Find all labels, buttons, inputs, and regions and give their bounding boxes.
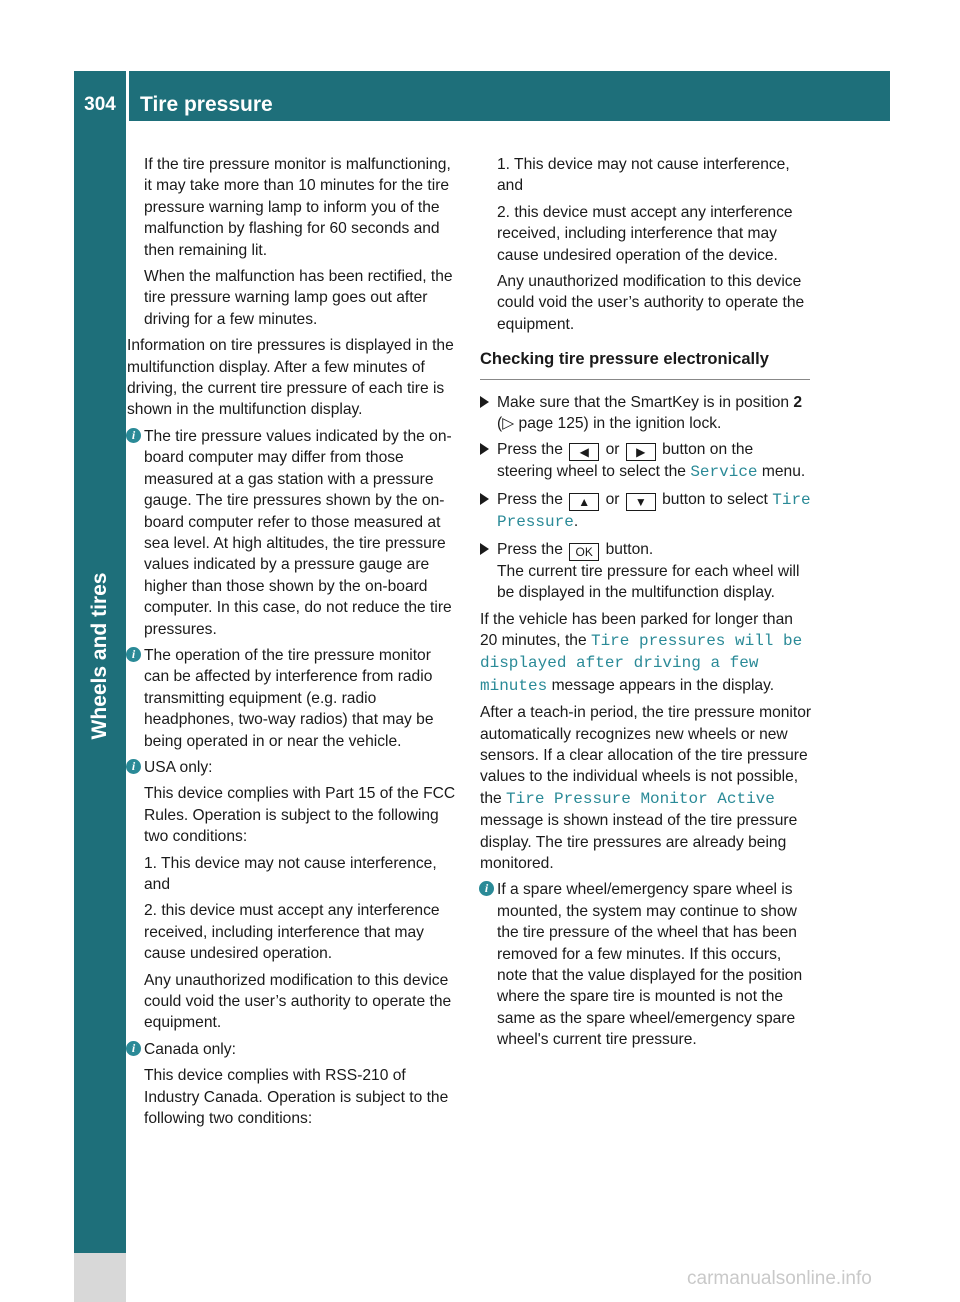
page-title: Tire pressure: [140, 93, 273, 116]
display-text: Tire pressures will be displayed after driving a few minutes: [480, 631, 803, 695]
info-text: If a spare wheel/emergency spare wheel is mounted, the system may continue to show the tire pressure of the wheel that has been removed for a few minutes. If this occurs, note that the value displayed for the position where the spare tire is mounted is not the same as the spare wheel/emergency spare wheel's current tire pressure.: [497, 881, 803, 1049]
step-text: Make sure that the SmartKey is in position: [497, 393, 794, 411]
display-text: Service: [690, 463, 758, 482]
left-column: [127, 154, 459, 1134]
info-icon: i: [126, 428, 141, 443]
step-text: menu.: [761, 463, 806, 481]
paragraph-text: If the vehicle has been parked for longer than 20 minutes, the: [480, 610, 793, 649]
step-arrow-icon: [480, 443, 489, 455]
info-text: The tire pressure values indicated by the on-board computer may differ from those measured at a gas station with a pressure gauge. The tire pressures shown by the on-board computer refer to those measured at sea level. At high altitudes, the tire pressure values indicated by a pressure gauge are higher than those shown by the on-board computer. In this case, do not reduce the tire pressures.: [144, 427, 452, 638]
section-label: Wheels and tires: [88, 572, 111, 740]
step-text: Press the: [497, 540, 563, 558]
paragraph: If the tire pressure monitor is malfunctioning, it may take more than 10 minutes for the tire pressure warning lamp to inform you of the malfunction by flashing for 60 seconds and then remaining lit.: [144, 156, 451, 259]
step-text: Press the: [497, 441, 563, 459]
down-arrow-key-icon: ▼: [626, 493, 656, 511]
step-item: [480, 539, 812, 604]
step-item: [480, 392, 812, 435]
info-note: [127, 426, 459, 640]
step-arrow-icon: [480, 493, 489, 505]
display-text: Tire Pressure Monitor Active: [506, 789, 775, 808]
paragraph: [480, 702, 812, 874]
step-text: or: [605, 441, 620, 459]
sidebar-footer-block: [74, 1253, 126, 1302]
step-text: Press the: [497, 490, 563, 508]
info-icon: i: [126, 759, 141, 774]
info-note: [127, 645, 459, 752]
info-note: [480, 879, 812, 1050]
display-text: Tire Pressure: [497, 490, 811, 532]
paragraph-text: After a teach-in period, the tire pressure monitor automatically recognizes new wheels or new sensors. If a clear allocation of the tire pressure values to the individual wheels is not possible, the: [480, 704, 812, 807]
step-text: (▷ page 125) in the ignition lock.: [497, 415, 722, 433]
step-arrow-icon: [480, 396, 489, 408]
ok-key-icon: OK: [569, 543, 599, 561]
paragraph: 2. this device must accept any interference received, including interference that may cause undesired operation.: [144, 902, 440, 963]
paragraph: [480, 609, 812, 698]
info-icon: i: [126, 1041, 141, 1056]
right-arrow-key-icon: ▶: [626, 443, 656, 461]
paragraph: 1. This device may not cause interference, and: [144, 854, 437, 893]
info-text: Canada only:: [144, 1040, 236, 1058]
info-icon: i: [479, 881, 494, 896]
paragraph: 2. this device must accept any interference received, including interference that may cause undesired operation of the device.: [497, 203, 793, 264]
step-item: [480, 489, 812, 534]
left-arrow-key-icon: ◀: [569, 443, 599, 461]
up-arrow-key-icon: ▲: [569, 493, 599, 511]
paragraph: Information on tire pressures is displayed in the multifunction display. After a few minutes of driving, the current tire pressure of each tire is shown in the multifunction display.: [127, 337, 454, 419]
paragraph: This device complies with RSS-210 of Industry Canada. Operation is subject to the following two conditions:: [144, 1067, 449, 1128]
info-icon: i: [126, 647, 141, 662]
paragraph: Any unauthorized modification to this device could void the user’s authority to operate the equipment.: [497, 273, 805, 333]
section-heading: Checking tire pressure electronically: [480, 349, 810, 379]
paragraph: This device complies with Part 15 of the FCC Rules. Operation is subject to the following two conditions:: [144, 785, 456, 846]
step-text: button to select: [662, 490, 768, 508]
step-result: The current tire pressure for each wheel will be displayed in the multifunction display.: [497, 562, 800, 602]
info-text: USA only:: [144, 758, 213, 776]
watermark: carmanualsonline.info: [687, 1268, 872, 1289]
header-divider: [126, 71, 129, 121]
page-header: [74, 71, 890, 121]
page-number: 304: [84, 94, 116, 115]
right-column: [480, 154, 812, 1056]
paragraph-text: message is shown instead of the tire pressure display. The tire pressures are already being monitored.: [480, 812, 798, 872]
step-arrow-icon: [480, 543, 489, 555]
info-note: [127, 1039, 459, 1130]
step-text: or: [605, 490, 620, 508]
step-text: .: [573, 513, 579, 531]
info-text: The operation of the tire pressure monitor can be affected by interference from radio transmitting equipment (e.g. radio headphones, two-way radios) that may be being operated in or near the vehicle.: [144, 646, 434, 750]
step-text: button.: [605, 540, 654, 558]
step-item: [480, 439, 812, 483]
paragraph-text: message appears in the display.: [551, 676, 775, 694]
paragraph: When the malfunction has been rectified, the tire pressure warning lamp goes out after driving for a few minutes.: [144, 268, 453, 328]
paragraph: Any unauthorized modification to this device could void the user’s authority to operate the equipment.: [144, 971, 452, 1032]
paragraph: 1. This device may not cause interference, and: [497, 156, 790, 195]
step-text: button on the steering wheel to select the: [497, 441, 754, 481]
info-note: [127, 757, 459, 1034]
position-number: 2: [793, 393, 803, 411]
